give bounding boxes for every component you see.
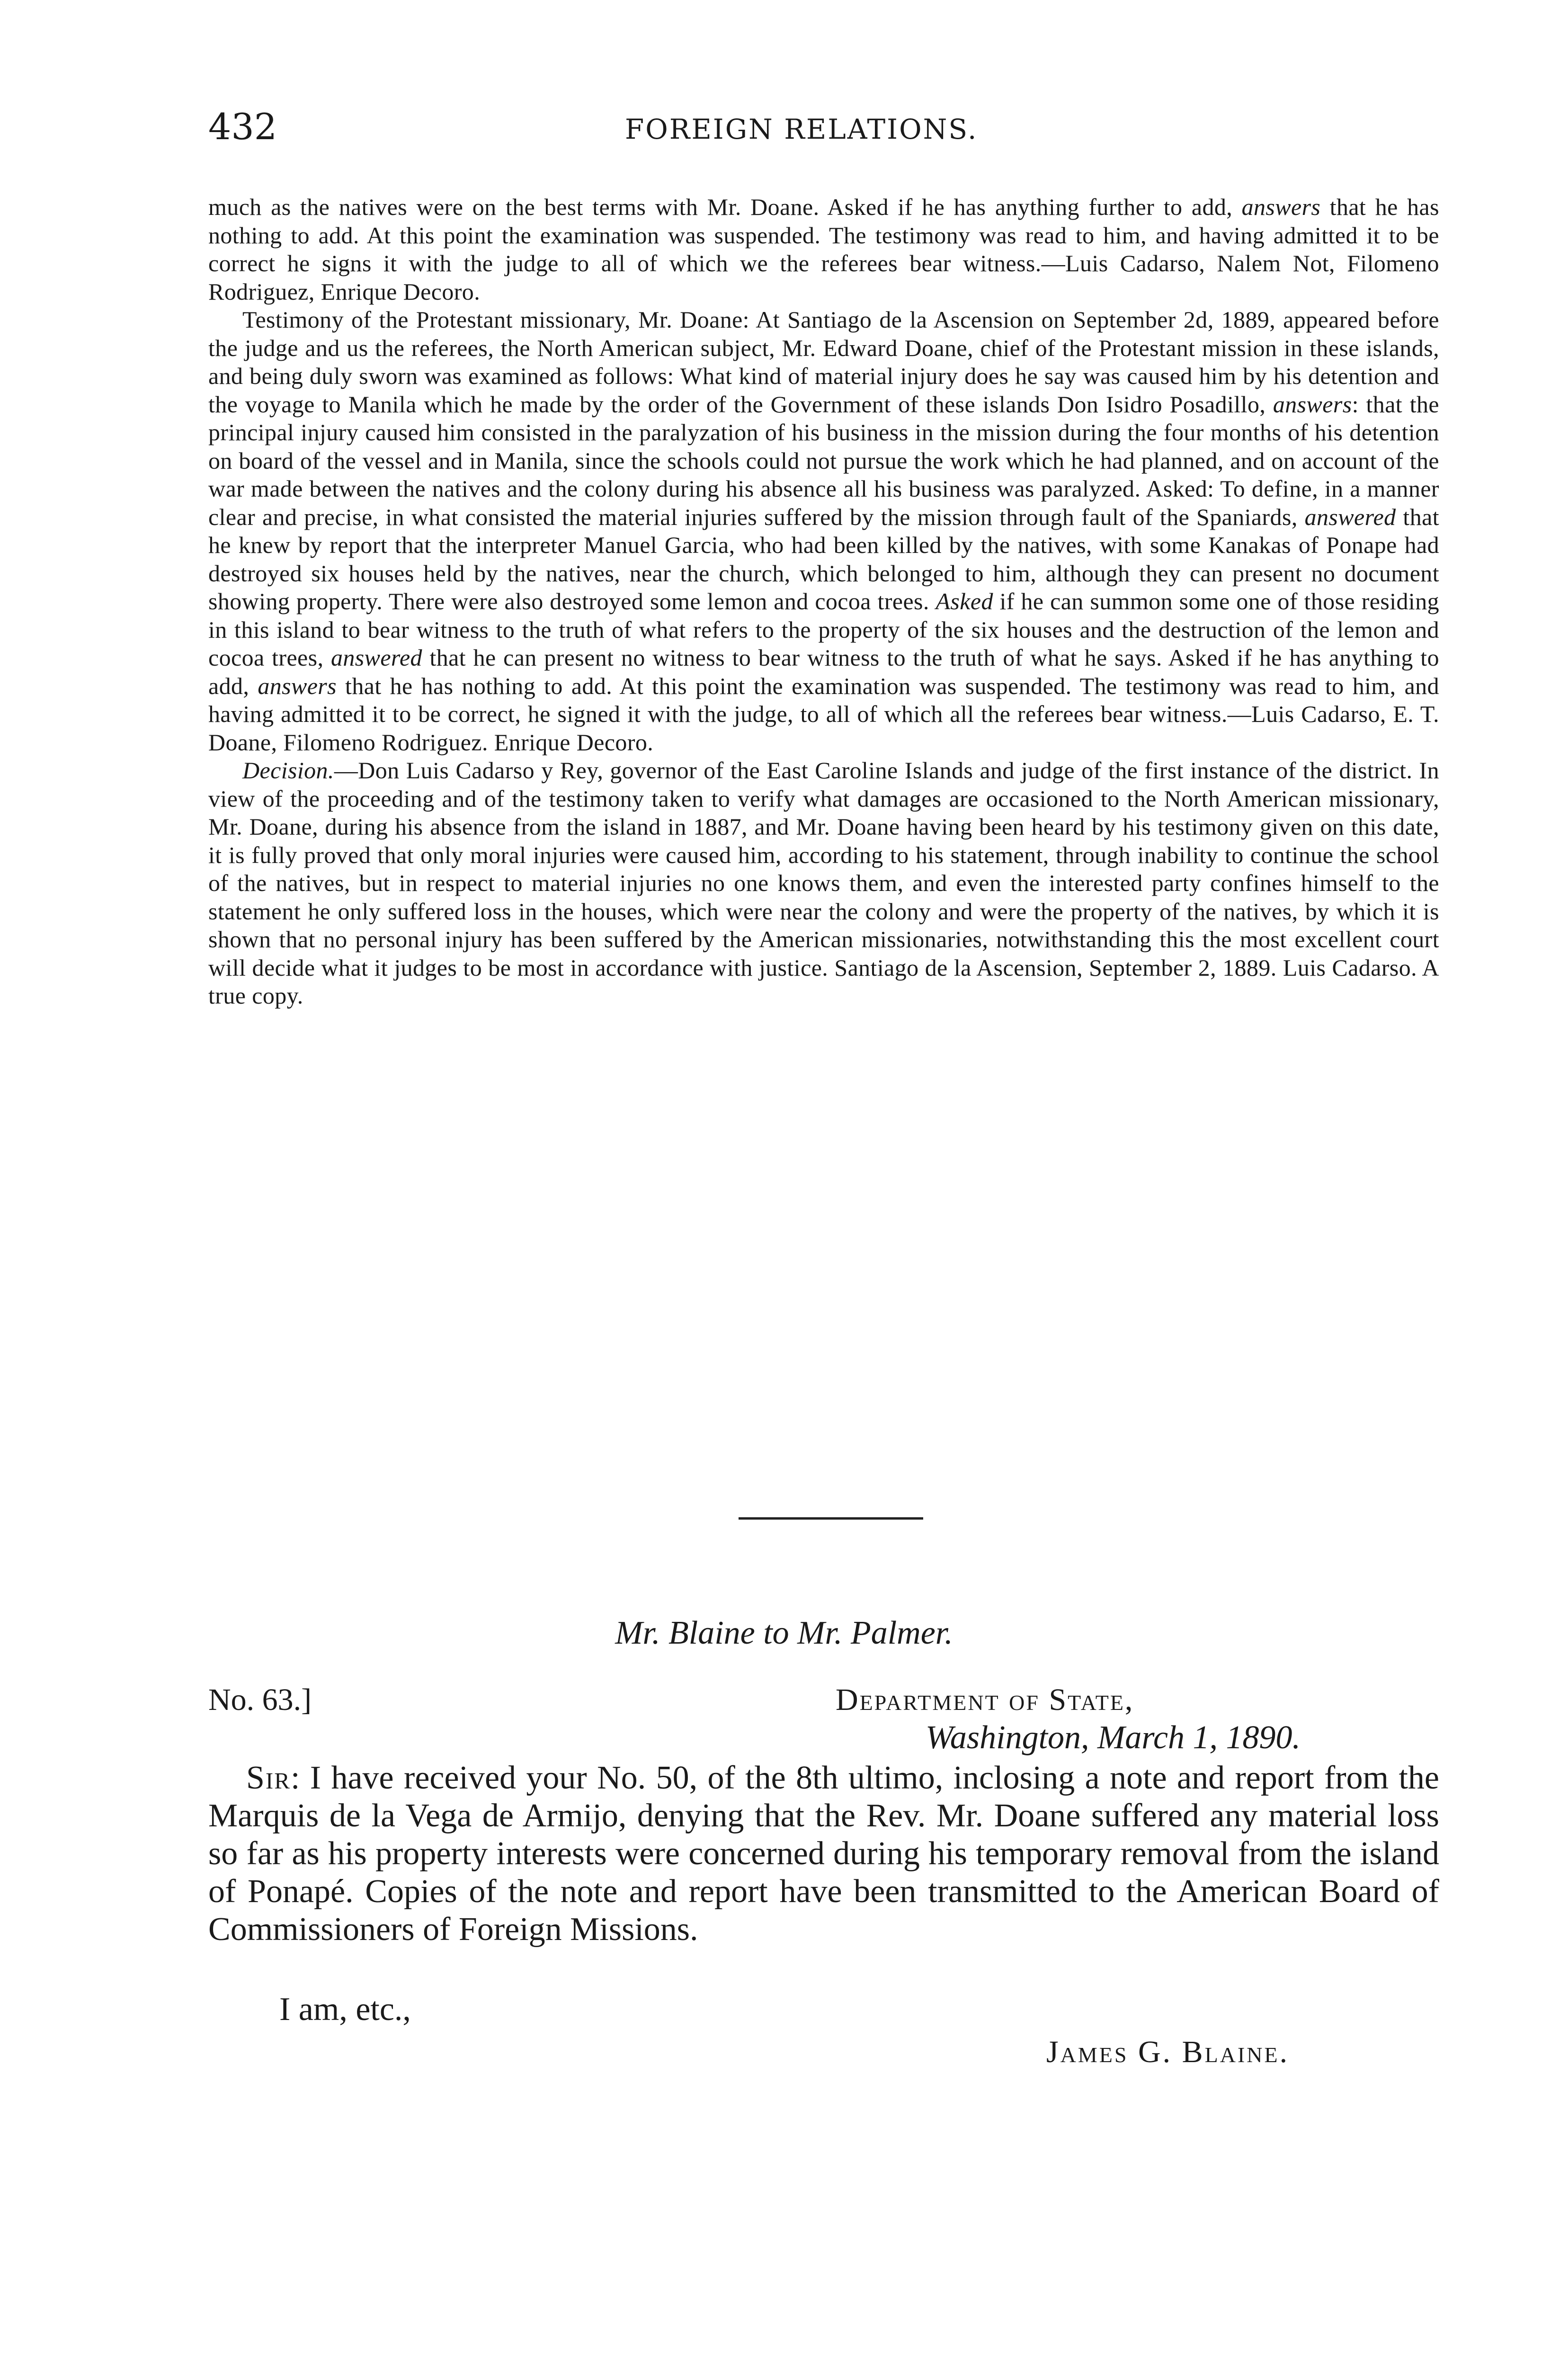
paragraph-continuation — [208, 193, 1439, 306]
letter-heading: Mr. Blaine to Mr. Palmer. — [615, 1615, 953, 1651]
paragraph-doane-testimony — [208, 306, 1439, 756]
letter-number: No. 63.] — [208, 1682, 312, 1717]
letter-paragraph — [208, 1759, 1439, 1949]
signature: James G. Blaine. — [1046, 2035, 1290, 2069]
text-run: : I have received your No. 50, of the 8th ultimo, inclosing a note and report from the Marquis de la Vega de Armijo, denying that the Rev. Mr. Doane suffered any material loss so far as his property interests were concerned during his temporary removal from the island of Ponapé. Copies of the note and report have been transmitted to the American Board of Commissioners of Foreign Missions. — [208, 1760, 1439, 1948]
text-run: if he can summon some one of those residing in this island to bear witness to the truth of what refers to the property of the six houses and the destruction of the lemon and cocoa trees, — [208, 588, 1439, 671]
italic-word: Asked — [935, 588, 993, 614]
italic-word: answers — [1273, 391, 1352, 418]
italic-word: answers — [1241, 194, 1321, 220]
italic-word: answered — [1304, 503, 1396, 530]
running-head — [208, 103, 1439, 160]
dateline: Washington, March 1, 1890. — [926, 1719, 1301, 1756]
text-run: that he can present no witness to bear witness to the truth of what he says. Asked if he has anything to add, — [208, 644, 1439, 699]
text-run: that he knew by report that the interpreter Manuel Garcia, who had been killed by the natives, with some Kanakas of Ponape had destroyed six houses held by the natives, near the church, which belonged to him, although they can present no document showing property. There were also destroyed some lemon and cocoa trees. — [208, 503, 1439, 614]
department-line: Department of State, — [836, 1682, 1134, 1717]
text-run: —Don Luis Cadarso y Rey, governor of the East Caroline Islands and judge of the first instance of the district. In view of the proceeding and of the testimony taken to verify what damages are occasioned to the North American missionary, Mr. Doane, during his absence from the island in 1887, and Mr. Doane having been heard by his testimony given on this date, it is fully proved that only moral injuries were caused him, according to his statement, through inability to continue the school of the natives, but in respect to material injuries no one knows them, and even the interested party confines himself to the statement he only suffered loss in the houses, which were near the colony and were the property of the natives, by which it is shown that no personal injury has been suffered by the American missionaries, notwithstanding this the most excellent court will decide what it judges to be most in accordance with justice. Santiago de la Ascension, September 2, 1889. Luis Cadarso. A true copy. — [208, 757, 1439, 1009]
running-title: FOREIGN RELATIONS. — [625, 113, 978, 145]
page-number: 432 — [208, 106, 277, 148]
salutation: Sir — [246, 1760, 291, 1796]
section-divider — [739, 1517, 923, 1520]
testimony-text — [208, 193, 1439, 1010]
text-run: that he has nothing to add. At this point the examination was suspended. The testimony was read to him, and having admitted it to be correct, he signed it with the judge, to all of which all the referees bear witness.—Luis Cadarso, E. T. Doane, Filomeno Rodriguez. Enrique Decoro. — [208, 672, 1439, 756]
decision-label: Decision. — [242, 757, 334, 783]
paragraph-decision — [208, 756, 1439, 1010]
italic-word: answers — [258, 672, 337, 699]
text-run: : that the principal injury caused him consisted in the paralyzation of his business in the mission during the four months of his detention on board of the vessel and in Manila, since the schools could not pursue the work which he had planned, and on account of the war made between the natives and the colony during his absence all his business was paralyzed. Asked: To define, in a manner clear and precise, in what consisted the material injuries suffered by the mission through fault of the Spaniards, — [208, 391, 1439, 530]
text-run: that he has nothing to add. At this point the examination was suspended. The testimony was read to him, and having admitted it to be correct he signs it with the judge to all of which we the referees bear witness.—Luis Cadarso, Nalem Not, Filomeno Rodriguez, Enrique Decoro. — [208, 194, 1439, 305]
closing: I am, etc., — [279, 1991, 411, 2028]
italic-word: answered — [330, 644, 422, 671]
text-run: Testimony of the Protestant missionary, Mr. Doane: At Santiago de la Ascension on September 2d, 1889, appeared before the judge and us the referees, the North American subject, Mr. Edward Doane, chief of the Protestant mission in these islands, and being duly sworn was examined as follows: What kind of material injury does he say was caused him by his detention and the voyage to Manila which he made by the order of the Government of these islands Don Isidro Posadillo, — [208, 306, 1439, 418]
letter-body — [208, 1759, 1439, 1949]
text-run: much as the natives were on the best terms with Mr. Doane. Asked if he has anything further to add, — [208, 194, 1242, 220]
